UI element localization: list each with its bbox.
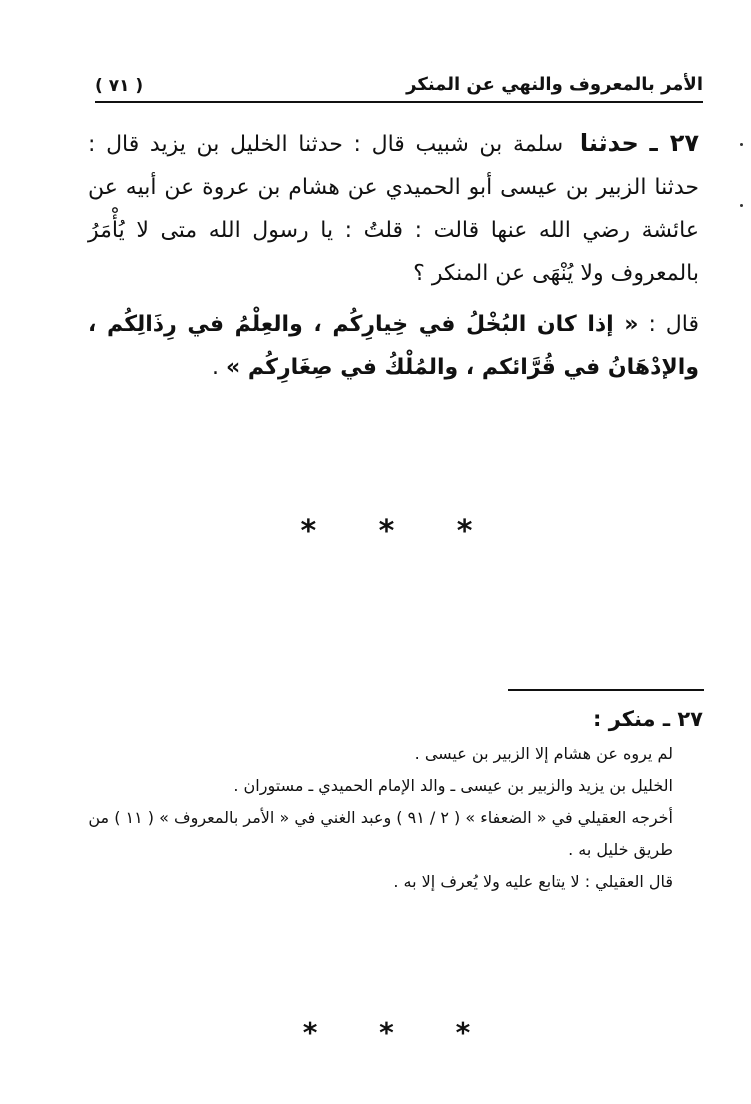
footnote-line: لم يروه عن هشام إلا الزبير بن عيسى .	[414, 744, 673, 763]
footnote-rule	[508, 689, 704, 691]
footnote-label: منكر :	[592, 707, 656, 731]
hadith-chain	[88, 122, 699, 295]
answer-intro: قال :	[648, 312, 700, 337]
running-header	[95, 72, 703, 102]
end-separator: * * *	[302, 1016, 497, 1049]
footnote-heading	[88, 700, 703, 738]
margin-speck	[740, 204, 743, 207]
hadith-number: ٢٧ ـ	[649, 129, 699, 157]
header-rule	[95, 101, 703, 103]
hadith-label: حدثنا	[579, 129, 639, 157]
footnote-line: الخليل بن يزيد والزبير بن عيسى ـ والد الإمام الحميدي ـ مستوران .	[233, 776, 673, 795]
footnote-line: أخرجه العقيلي في « الضعفاء » ( ٢ / ٩١ ) وعبد الغني في « الأمر بالمعروف » ( ١١ ) من	[88, 808, 673, 827]
answer-end: .	[212, 355, 220, 380]
footnote-line: طريق خليل به .	[568, 840, 673, 859]
hadith-answer	[88, 303, 699, 389]
header-title: الأمر بالمعروف والنهي عن المنكر	[406, 74, 703, 95]
section-separator: * * *	[300, 514, 499, 549]
footnote-line: قال العقيلي : لا يتابع عليه ولا يُعرف إلا به .	[393, 872, 673, 891]
footnote-number: ٢٧ ـ	[662, 707, 703, 731]
hadith-block	[88, 122, 699, 389]
hadith-text: سلمة بن شبيب قال : حدثنا الخليل بن يزيد قال : حدثنا الزبير بن عيسى أبو الحميدي عن هشام بن عروة عن أبيه عن عائشة رضي الله عنها قالت : قلتُ : يا رسول الله متى لا يُأْمَرُ بالمعروف ولا يُنْهَى عن المنكر ؟	[88, 132, 699, 286]
footnote-block	[88, 700, 703, 898]
answer-quote: « إذا كان البُخْلُ في خِيارِكُم ، والعِلْمُ في رِذَالِكُم ، والإدْهَانُ في قُرَّائكم ، والمُلْكُ في صِغَارِكُم »	[88, 312, 699, 380]
margin-speck	[740, 143, 743, 146]
page-number: ( ٧١ )	[95, 76, 144, 96]
